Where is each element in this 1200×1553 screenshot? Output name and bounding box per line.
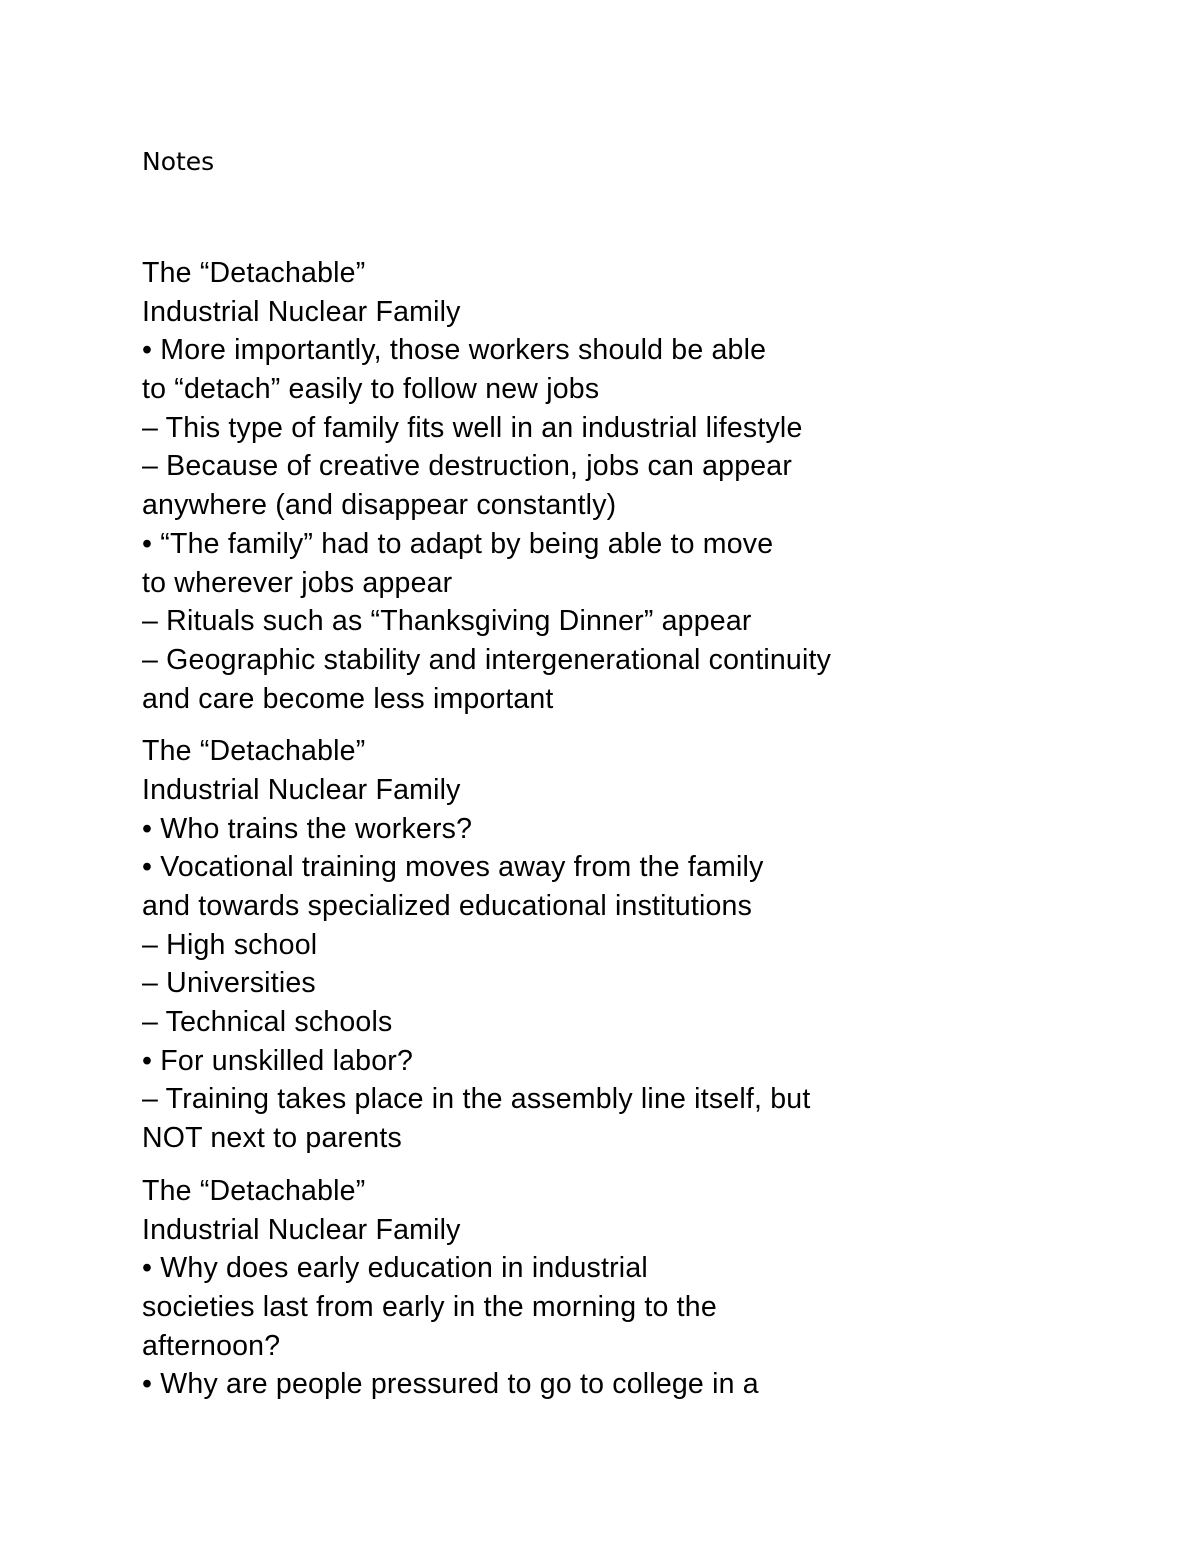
section-line: – High school bbox=[142, 928, 318, 961]
section-line: to “detach” easily to follow new jobs bbox=[142, 373, 600, 406]
section-title: The “Detachable” bbox=[142, 257, 366, 289]
section-line: – Training takes place in the assembly line itself, but bbox=[142, 1083, 811, 1116]
section-line: – Because of creative destruction, jobs can appear bbox=[142, 450, 793, 483]
section-title: The “Detachable” bbox=[142, 1174, 366, 1207]
section-line: – Technical schools bbox=[142, 1006, 393, 1039]
section-line: – Rituals such as “Thanksgiving Dinner” appear bbox=[142, 605, 752, 638]
section-subtitle: Industrial Nuclear Family bbox=[142, 773, 461, 806]
notes-section bbox=[142, 732, 1142, 1158]
section-line: • Who trains the workers? bbox=[142, 812, 473, 845]
section-line: • “The family” had to adapt by being able to move bbox=[142, 527, 774, 560]
section-line: – This type of family fits well in an industrial lifestyle bbox=[142, 411, 803, 444]
section-line: to wherever jobs appear bbox=[142, 566, 453, 599]
section-title: The “Detachable” bbox=[142, 735, 366, 768]
notes-section bbox=[142, 254, 1142, 718]
section-line: NOT next to parents bbox=[142, 1122, 402, 1155]
notes-section bbox=[142, 1172, 1142, 1404]
section-line: • Why does early education in industrial bbox=[142, 1252, 648, 1285]
section-line: afternoon? bbox=[142, 1329, 281, 1362]
section-line: • More importantly, those workers should be able bbox=[142, 334, 767, 367]
section-line: anywhere (and disappear constantly) bbox=[142, 489, 617, 522]
section-line: and care become less important bbox=[142, 682, 554, 715]
section-line: and towards specialized educational institutions bbox=[142, 890, 753, 922]
section-line: • Why are people pressured to go to college in a bbox=[142, 1368, 759, 1401]
section-line: • Vocational training moves away from the family bbox=[142, 851, 764, 884]
page-header: Notes bbox=[142, 147, 215, 176]
section-line: societies last from early in the morning to the bbox=[142, 1290, 717, 1323]
document-body bbox=[142, 254, 1142, 1418]
section-line: – Universities bbox=[142, 967, 316, 1000]
section-subtitle: Industrial Nuclear Family bbox=[142, 295, 461, 328]
section-line: – Geographic stability and intergenerational continuity bbox=[142, 643, 832, 676]
section-line: • For unskilled labor? bbox=[142, 1044, 414, 1077]
section-subtitle: Industrial Nuclear Family bbox=[142, 1213, 461, 1246]
